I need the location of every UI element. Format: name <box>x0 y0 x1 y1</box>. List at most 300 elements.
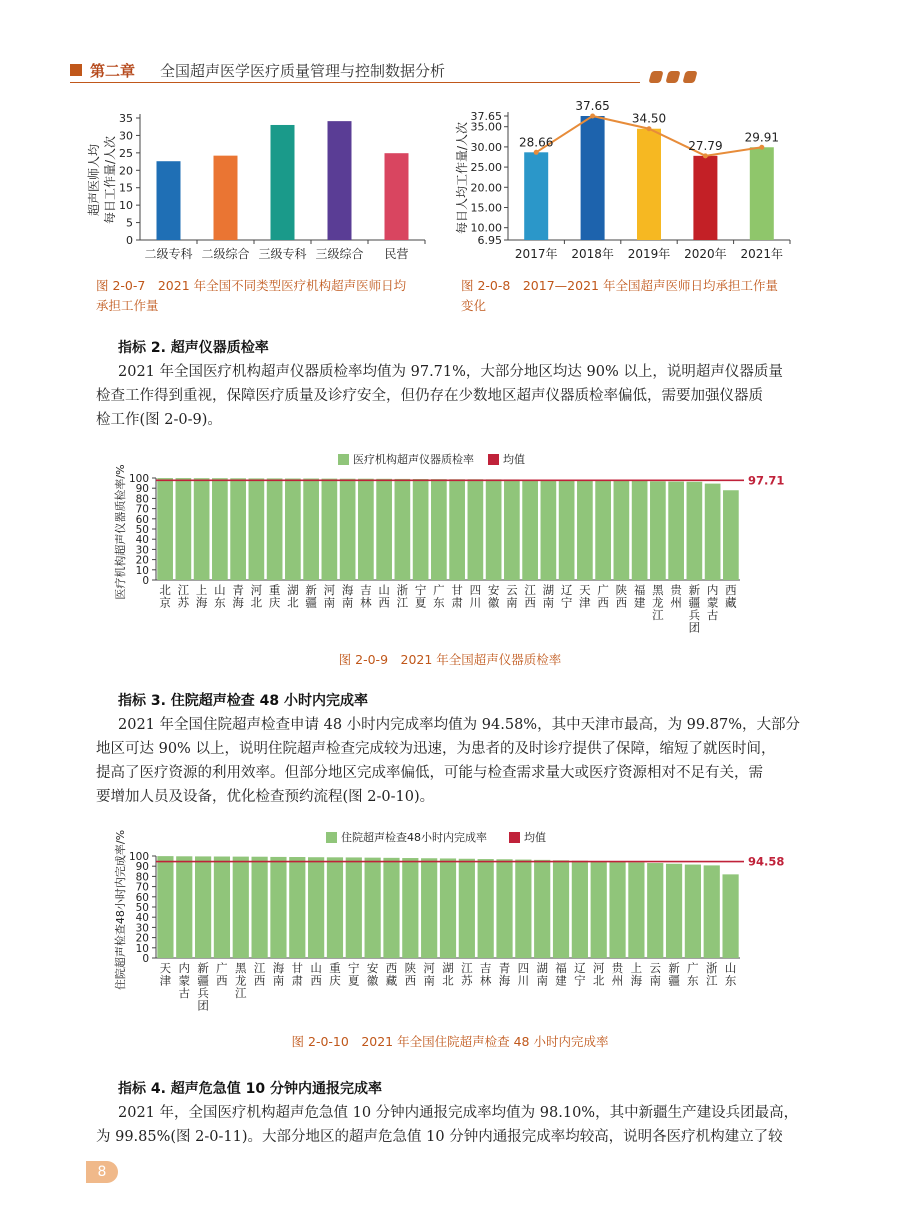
x-tick-label: 兵 <box>688 608 701 622</box>
data-label: 37.65 <box>575 99 610 113</box>
bar <box>750 147 774 240</box>
chapter-title: 全国超声医学医疗质量管理与控制数据分析 <box>160 62 446 80</box>
x-tick-label: 北 <box>159 583 171 597</box>
y-tick-label: 80 <box>135 871 149 884</box>
x-tick-label: 天 <box>159 961 172 975</box>
x-tick-label: 庆 <box>329 973 341 988</box>
x-tick-label: 夏 <box>348 973 360 988</box>
fig8-caption-line2: 变化 <box>461 298 487 313</box>
y-tick-label: 20 <box>119 164 133 178</box>
mean-label: 97.71 <box>748 473 785 488</box>
x-tick-label: 吉 <box>479 961 492 975</box>
x-tick-label: 州 <box>611 973 624 988</box>
x-tick-label: 黑 <box>235 961 247 975</box>
x-tick-label: 黑 <box>652 583 664 597</box>
x-tick-label: 疆 <box>688 595 701 610</box>
x-tick-label: 龙 <box>235 973 247 988</box>
x-tick-label: 江 <box>705 973 718 988</box>
bar <box>267 478 283 580</box>
bar <box>449 479 465 580</box>
y-axis-label: 住院超声检查48小时内完成率/% <box>114 829 127 991</box>
bar <box>723 490 739 580</box>
x-tick-label: 东 <box>433 595 445 610</box>
bar <box>614 480 630 580</box>
x-tick-label: 北 <box>592 973 605 988</box>
trend-point <box>590 114 595 119</box>
y-tick-label: 30 <box>119 129 133 143</box>
bar <box>581 116 605 240</box>
fig7-caption <box>96 276 406 316</box>
bar <box>468 479 484 580</box>
y-tick-label: 0 <box>126 234 133 247</box>
bar <box>632 481 648 580</box>
fig9-caption: 图 2-0-9 2021 年全国超声仪器质检率 <box>338 652 562 667</box>
x-tick-label: 湖 <box>536 961 548 975</box>
fig8-caption-line1: 图 2-0-8 2017—2021 年全国超声医师日均承担工作量 <box>461 278 778 293</box>
x-tick-label: 夏 <box>414 595 427 610</box>
x-tick-label: 甘 <box>451 583 463 597</box>
paragraph-line: 2021 年全国住院超声检查申请 48 小时内完成率均值为 94.58%，其中天津市最高，为 99.87%，大部分 <box>118 717 800 733</box>
y-tick-label: 100 <box>128 473 149 485</box>
paragraph-line: 2021 年全国医疗机构超声仪器质检率均值为 97.71%，大部分地区均达 90% 以上，说明超声仪器质量 <box>118 364 783 380</box>
y-tick-label: 10.00 <box>470 221 502 235</box>
x-tick-label: 山 <box>310 961 322 975</box>
x-tick-label: 二级专科 <box>144 247 193 261</box>
trend-point <box>759 145 764 150</box>
bar <box>486 479 502 580</box>
x-tick-label: 安 <box>487 583 500 597</box>
y-tick-label: 70 <box>135 503 149 516</box>
bar <box>271 125 295 240</box>
bar <box>647 863 663 958</box>
y-tick-label: 40 <box>135 912 149 925</box>
x-tick-label: 福 <box>633 583 646 597</box>
bar <box>383 858 399 958</box>
x-tick-label: 川 <box>517 973 530 988</box>
bar <box>572 861 588 958</box>
bar <box>157 161 181 240</box>
y-tick-label: 70 <box>135 881 149 894</box>
x-tick-label: 南 <box>506 595 518 610</box>
legend-swatch-mean <box>509 832 520 843</box>
x-tick-label: 津 <box>579 595 591 610</box>
bar <box>214 857 230 958</box>
x-tick-label: 陕 <box>615 583 628 597</box>
bar <box>459 859 475 958</box>
y-axis-label: 超声医师人均 <box>87 143 101 217</box>
x-tick-label: 林 <box>479 973 492 988</box>
x-tick-label: 河 <box>323 583 336 597</box>
x-tick-label: 肃 <box>451 595 463 610</box>
bar <box>358 479 374 580</box>
x-tick-label: 西 <box>615 595 628 610</box>
x-tick-label: 海 <box>272 961 285 975</box>
x-tick-label: 林 <box>360 595 372 610</box>
fig7-caption-line1: 图 2-0-7 2021 年全国不同类型医疗机构超声医师日均 <box>96 278 407 293</box>
x-tick-label: 三级综合 <box>315 247 364 261</box>
bar <box>577 480 593 580</box>
section-4-title: 指标 4. 超声危急值 10 分钟内通报完成率 <box>118 1081 383 1097</box>
header-marker-icon <box>70 64 82 76</box>
y-tick-label: 20 <box>135 554 149 567</box>
bar <box>376 479 392 580</box>
x-tick-label: 浙 <box>705 961 718 975</box>
x-tick-label: 湖 <box>442 961 454 975</box>
legend-swatch-mean <box>488 454 499 465</box>
x-tick-label: 海 <box>498 973 511 988</box>
y-tick-label: 20 <box>135 932 149 945</box>
x-tick-label: 藏 <box>725 595 737 610</box>
chart-fig-2-0-9 <box>112 448 802 644</box>
x-tick-label: 云 <box>506 583 518 597</box>
x-tick-label: 西 <box>378 595 390 610</box>
x-tick-label: 海 <box>630 973 643 988</box>
bar <box>194 478 210 580</box>
x-tick-label: 重 <box>329 961 341 975</box>
x-tick-label: 江 <box>235 986 247 1000</box>
x-tick-label: 江 <box>177 583 190 597</box>
bar <box>233 857 249 958</box>
x-tick-label: 重 <box>268 583 281 597</box>
bar <box>395 479 411 580</box>
x-tick-label: 宁 <box>414 583 427 597</box>
x-tick-label: 三级专科 <box>258 247 307 261</box>
x-tick-label: 2018年 <box>571 247 614 261</box>
bar <box>385 153 409 240</box>
x-tick-label: 建 <box>633 595 646 610</box>
bar <box>685 865 701 958</box>
x-tick-label: 广 <box>216 961 228 975</box>
x-tick-label: 陕 <box>404 961 417 975</box>
x-tick-label: 西 <box>524 595 536 610</box>
bar <box>522 480 538 580</box>
bar <box>249 478 265 580</box>
x-tick-label: 湖 <box>542 583 555 597</box>
data-label: 29.91 <box>744 130 779 145</box>
x-tick-label: 江 <box>524 583 536 597</box>
x-tick-label: 西 <box>404 973 417 988</box>
bar <box>252 857 268 958</box>
y-tick-label: 35.00 <box>470 120 502 134</box>
fig8-caption <box>461 276 778 316</box>
paragraph-line: 2021 年，全国医疗机构超声危急值 10 分钟内通报完成率均值为 98.10%，其中新疆生产建设兵团最高， <box>118 1105 799 1121</box>
x-tick-label: 山 <box>214 583 226 597</box>
y-tick-label: 60 <box>135 513 149 526</box>
chart-fig-2-0-8 <box>450 96 810 271</box>
y-axis-label: 每日工作量/人次 <box>103 135 117 225</box>
bar <box>157 478 173 580</box>
x-tick-label: 内 <box>706 583 719 597</box>
bar <box>413 479 429 580</box>
x-tick-label: 浙 <box>396 583 409 597</box>
x-tick-label: 西 <box>385 961 398 975</box>
bar <box>628 862 644 958</box>
x-tick-label: 海 <box>195 595 208 610</box>
y-tick-label: 50 <box>135 902 149 914</box>
x-tick-label: 上 <box>630 961 643 975</box>
x-tick-label: 上 <box>195 583 208 597</box>
bar <box>285 479 301 580</box>
x-tick-label: 宁 <box>560 595 573 610</box>
x-tick-label: 辽 <box>574 961 586 975</box>
x-tick-label: 江 <box>396 595 409 610</box>
y-tick-label: 50 <box>135 524 149 536</box>
y-tick-label: 10 <box>119 199 133 213</box>
x-tick-label: 北 <box>442 973 454 988</box>
bar <box>340 479 356 580</box>
bar <box>504 479 520 580</box>
legend-label: 均值 <box>503 453 525 466</box>
x-tick-label: 庆 <box>268 595 281 610</box>
x-tick-label: 苏 <box>461 973 473 988</box>
paragraph-line: 提高了医疗资源的利用效率。但部分地区完成率偏低，可能与检查需求量大或医疗资源相对不足有关，需 <box>96 765 763 781</box>
paragraph-line: 为 99.85%(图 2-0-11)。大部分地区的超声危急值 10 分钟内通报完成率均较高，说明各医疗机构建立了较 <box>96 1129 783 1145</box>
y-tick-label: 20.00 <box>470 181 502 195</box>
x-tick-label: 贵 <box>670 583 682 597</box>
x-tick-label: 河 <box>250 583 263 597</box>
bar <box>705 484 721 580</box>
bar <box>230 478 246 580</box>
x-tick-label: 山 <box>724 961 737 975</box>
x-tick-label: 徽 <box>487 595 500 610</box>
bar <box>687 482 703 580</box>
bar <box>176 856 192 958</box>
y-tick-label: 30 <box>135 922 149 935</box>
x-tick-label: 新 <box>668 961 680 975</box>
section-3-title: 指标 3. 住院超声检查 48 小时内完成率 <box>118 693 369 709</box>
x-tick-label: 东 <box>724 973 737 988</box>
legend-label: 医疗机构超声仪器质检率 <box>353 453 474 466</box>
bar <box>591 861 607 958</box>
legend-swatch-bars <box>338 454 349 465</box>
legend-label: 均值 <box>524 831 546 844</box>
y-tick-label: 0 <box>142 575 149 587</box>
x-tick-label: 辽 <box>560 583 573 597</box>
bar <box>431 479 447 580</box>
x-tick-label: 新 <box>688 583 701 597</box>
x-tick-label: 海 <box>232 595 244 610</box>
x-tick-label: 东 <box>214 595 226 610</box>
bar <box>327 857 343 958</box>
data-label: 27.79 <box>688 138 723 153</box>
paragraph-line: 检查工作得到重视，保障医疗质量及诊疗安全，但仍存在少数地区超声仪器质检率偏低，需要加强仪器质 <box>96 388 763 404</box>
x-tick-label: 江 <box>461 961 473 975</box>
bar <box>328 121 352 240</box>
legend-swatch-bars <box>326 832 337 843</box>
x-tick-label: 南 <box>323 595 336 610</box>
paragraph-line: 地区可达 90% 以上，说明住院超声检查完成较为迅速，为患者的及时诊疗提供了保障，缩短了就医时间， <box>96 741 776 757</box>
x-tick-label: 天 <box>579 583 591 597</box>
bar <box>303 479 319 580</box>
x-tick-label: 南 <box>272 973 285 988</box>
x-tick-label: 疆 <box>305 595 317 610</box>
y-tick-label: 10 <box>135 942 149 955</box>
x-tick-label: 甘 <box>291 961 304 975</box>
bar <box>541 480 557 580</box>
bar <box>666 864 682 958</box>
x-tick-label: 宁 <box>348 961 360 975</box>
x-tick-label: 疆 <box>197 973 209 988</box>
legend-label: 住院超声检查48小时内完成率 <box>341 831 487 844</box>
x-tick-label: 南 <box>341 595 354 610</box>
paragraph-line: 要增加人员及设备，优化检查预约流程(图 2-0-10)。 <box>96 789 435 805</box>
bar <box>559 480 575 580</box>
x-tick-label: 江 <box>253 961 266 975</box>
paragraph-line: 检工作(图 2-0-9)。 <box>96 412 222 428</box>
bar <box>402 858 418 958</box>
x-tick-label: 龙 <box>652 595 664 610</box>
x-tick-label: 肃 <box>291 973 304 988</box>
x-tick-label: 京 <box>159 595 171 610</box>
bar <box>637 129 661 240</box>
y-tick-label: 15.00 <box>470 201 502 215</box>
fig10-caption: 图 2-0-10 2021 年全国住院超声检查 48 小时内完成率 <box>291 1034 609 1049</box>
x-tick-label: 2019年 <box>627 247 671 261</box>
x-tick-label: 山 <box>378 583 390 597</box>
bar <box>322 479 338 580</box>
x-tick-label: 广 <box>433 583 445 597</box>
x-tick-label: 南 <box>423 973 435 988</box>
x-tick-label: 新 <box>305 583 317 597</box>
x-tick-label: 民营 <box>384 247 409 261</box>
x-tick-label: 北 <box>250 595 263 610</box>
bar <box>176 478 192 580</box>
x-tick-label: 广 <box>687 961 699 975</box>
x-tick-label: 吉 <box>360 583 372 597</box>
bar <box>515 860 531 958</box>
y-tick-label: 6.95 <box>477 234 502 247</box>
bar <box>722 874 738 958</box>
section-2-paragraph <box>96 360 801 432</box>
section-3-paragraph <box>96 713 801 809</box>
x-tick-label: 西 <box>216 973 228 988</box>
chapter-label: 第二章 <box>90 62 136 80</box>
bar <box>668 482 684 580</box>
bar <box>609 862 625 958</box>
y-tick-label: 25 <box>119 146 133 160</box>
chart-fig-2-0-7 <box>80 100 440 270</box>
x-tick-label: 西 <box>725 583 737 597</box>
y-tick-label: 80 <box>135 493 149 506</box>
bar <box>524 152 548 240</box>
x-tick-label: 建 <box>555 973 567 988</box>
y-tick-label: 15 <box>119 181 133 195</box>
y-tick-label: 90 <box>135 861 149 874</box>
x-tick-label: 蒙 <box>178 973 191 988</box>
y-tick-label: 35 <box>119 112 133 125</box>
x-tick-label: 四 <box>517 961 530 975</box>
bar <box>704 865 720 958</box>
header-dots-icon <box>650 68 701 87</box>
bar <box>553 860 569 958</box>
x-tick-label: 云 <box>649 961 661 975</box>
bar <box>650 481 666 580</box>
bar <box>534 860 550 958</box>
y-tick-label: 25.00 <box>470 161 502 175</box>
x-tick-label: 广 <box>597 583 609 597</box>
y-tick-label: 37.65 <box>470 110 502 123</box>
x-tick-label: 南 <box>536 973 548 988</box>
trend-point <box>647 126 652 131</box>
y-tick-label: 40 <box>135 534 149 547</box>
bar <box>212 478 228 580</box>
x-tick-label: 古 <box>706 608 719 622</box>
bar <box>478 859 494 958</box>
x-tick-label: 安 <box>366 961 379 975</box>
y-tick-label: 100 <box>128 851 149 863</box>
bar <box>496 859 512 958</box>
chart-fig-2-0-10 <box>112 826 802 1026</box>
x-tick-label: 疆 <box>668 973 680 988</box>
x-tick-label: 2017年 <box>514 247 558 261</box>
x-tick-label: 宁 <box>574 973 586 988</box>
x-tick-label: 福 <box>555 961 567 975</box>
bar <box>157 856 173 958</box>
bar <box>270 857 286 958</box>
mean-label: 94.58 <box>748 854 785 869</box>
bar <box>289 857 305 958</box>
x-tick-label: 团 <box>688 620 701 635</box>
x-tick-label: 川 <box>469 595 482 610</box>
x-tick-label: 州 <box>670 595 682 610</box>
x-tick-label: 江 <box>652 608 664 622</box>
x-tick-label: 徽 <box>366 973 379 988</box>
x-tick-label: 西 <box>253 973 266 988</box>
x-tick-label: 团 <box>197 998 209 1013</box>
x-tick-label: 蒙 <box>706 595 719 610</box>
y-tick-label: 5 <box>126 216 133 230</box>
y-tick-label: 60 <box>135 891 149 904</box>
bar <box>214 156 238 240</box>
x-tick-label: 青 <box>232 583 244 597</box>
x-tick-label: 北 <box>287 595 299 610</box>
x-tick-label: 新 <box>197 961 209 975</box>
trend-point <box>703 153 708 158</box>
y-tick-label: 90 <box>135 483 149 496</box>
x-tick-label: 津 <box>159 973 172 988</box>
y-tick-label: 0 <box>142 953 149 965</box>
data-label: 34.50 <box>631 111 667 126</box>
x-tick-label: 海 <box>341 583 354 597</box>
y-tick-label: 10 <box>135 564 149 577</box>
y-axis-label: 医疗机构超声仪器质检率/% <box>114 464 127 600</box>
x-tick-label: 湖 <box>287 583 299 597</box>
fig7-caption-line2: 承担工作量 <box>96 298 159 313</box>
section-4-paragraph <box>96 1101 801 1149</box>
x-tick-label: 2020年 <box>684 247 727 261</box>
bar <box>421 858 437 958</box>
x-tick-label: 2021年 <box>740 247 784 261</box>
y-tick-label: 30 <box>135 544 149 557</box>
x-tick-label: 藏 <box>385 973 398 988</box>
trend-point <box>534 150 539 155</box>
bar <box>195 856 211 958</box>
y-axis-label: 每日人均工作量/人次 <box>455 121 469 235</box>
bar <box>440 858 456 958</box>
x-tick-label: 南 <box>542 595 555 610</box>
x-tick-label: 二级综合 <box>201 247 250 261</box>
x-tick-label: 兵 <box>197 986 209 1000</box>
page-number: 8 <box>86 1161 118 1183</box>
x-tick-label: 西 <box>597 595 609 610</box>
x-tick-label: 南 <box>649 973 661 988</box>
x-tick-label: 东 <box>687 973 699 988</box>
x-tick-label: 四 <box>469 583 482 597</box>
x-tick-label: 青 <box>498 961 511 975</box>
section-2-title: 指标 2. 超声仪器质检率 <box>118 340 269 356</box>
header-rule <box>70 82 640 83</box>
data-label: 28.66 <box>519 135 554 150</box>
